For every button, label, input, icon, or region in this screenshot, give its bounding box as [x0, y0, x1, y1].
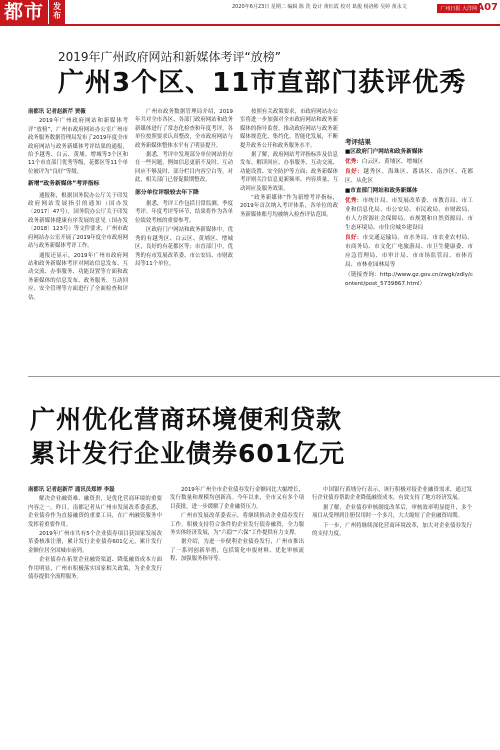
result-line: 优秀：市统计局、市发展改革委、市教育局、市工业和信息化局、市公安局、市民政局、市财政局、市人力资源社会保障局、市规划和自然资源局、市生态环境局、市住房城乡建设局: [345, 198, 473, 231]
article1-kicker: 2019年广州政府网站和新媒体考评“放榜”: [58, 50, 281, 64]
subheading: 部分单位评级较去年下降: [135, 189, 199, 196]
masthead-bar: [0, 0, 500, 24]
article-separator: [28, 376, 500, 377]
article2-byline: 南都讯 记者赵新芹 通讯员郑婷 李磊: [28, 487, 115, 493]
article2-column-2: [170, 486, 304, 736]
article1-column-3: [240, 108, 338, 372]
paragraph: 据了解，政府网站考评指标涉及信息发布、解读回应、办事服务、互动交流、功能设置、安全防护等方面；政务新媒体考评则关注信息更新频率、内容质量、互动回应及服务效果。: [240, 152, 338, 192]
article1-byline: 南都讯 记者赵新芹 贾薇: [28, 109, 86, 115]
article2-column-3: [312, 486, 472, 736]
sidebar-heading: ■市直部门网站和政务新媒体: [345, 188, 418, 194]
paragraph: 企业债券在拓宽企业融资渠道、降低融资成本方面作用明显，广州市积极落实国家相关政策，为企业发行债券提供全流程服务。: [28, 557, 162, 581]
subsection-name: 发布: [49, 0, 65, 24]
paragraph: 2019年广州政府网站和新媒体考评“放榜”，广州市政府网站办公室广州市政务服务数据管理局发布了2019年度全市政府网站与政务新媒体考评结果的通报，给予越秀、白云、黄埔、增城等3个区和11个市直部门优秀等级，花都区等11个单位被评为“良好”等级。: [28, 118, 128, 175]
result-line: 优秀：白云区、黄埔区、增城区: [345, 159, 424, 165]
paragraph: 通报称，根据国务院办公厅关于印发政府网站发展指引的通知（国办发〔2017〕47号），国务院办公厅关于印发政务新媒体健康有序发展的意见（国办发〔2018〕123号）等文件要求，广州市政府网站办公室开展了2019年度全市政府网站与政务新媒体考评工作。: [28, 192, 128, 250]
paragraph: 据介绍，为进一步便利企业债券发行，广州市推出了一系列创新举措，包括简化申报材料、优化审核流程、加强服务指导等。: [170, 539, 304, 563]
paragraph: 解决企业融资难、融资贵，是优化营商环境的重要内容之一。昨日，南都记者从广州市发展改革委获悉，企业债券作为直接融资的重要工具，在广州融资服务中发挥着重要作用。: [28, 496, 162, 528]
section-masthead: [0, 0, 65, 24]
article1-headline: 广州3个区、11市直部门获评优秀: [58, 68, 467, 98]
result-line: 良好：市交通运输局、市水务局、市农业农村局、市商务局、市文化广电旅游局、市卫生健康委、市应急管理局、市审计局、市市场监管局、市体育局、市林业园林局等: [345, 235, 473, 268]
article1-column-1: [28, 108, 128, 372]
results-sidebar: [345, 138, 473, 372]
header-rule: [0, 24, 500, 26]
paragraph: 广州市发展改革委表示，将继续推动企业债券发行工作，积极支持符合条件的企业发行债券融资，全力服务实体经济发展，为“六稳”“六保”工作提供有力支撑。: [170, 513, 304, 537]
paragraph: 中国银行黄埔分行表示，该行积极对接企业融资需求，通过发行企业债券帮助企业降低融资成本，有效支持了地方经济发展。: [312, 487, 472, 502]
paragraph: 下一步，广州将继续深化营商环境改革，加大对企业债券发行的支持力度。: [312, 522, 472, 538]
dateline: 2020年6月23日 星期二 编辑 陈 洗 设计 黄红霞 校对 葛俊 杨洛彬 吴婷 黄永文: [232, 4, 407, 10]
section-name: 都市: [0, 0, 48, 24]
subheading: 新增“政务新媒体”考评指标: [28, 181, 100, 188]
paper-badge: 广州日报 大洋网: [437, 4, 480, 13]
sidebar-title: 考评结果: [345, 138, 371, 146]
paragraph: 据了解，企业债券审核制度改革后，审核效率明显提升，多个项目从受理到注册仅用时一个多月，大大缩短了企业融资周期。: [312, 504, 472, 520]
paragraph: 通报还显示，2019年广州市政府网站和政务新媒体考评对网站信息发布、互动交流、办事服务、功能设置等方面和政务新媒体的信息发布、政务服务、互动回应、安全管理等方面进行了全面检查和评估。: [28, 252, 128, 301]
source-link[interactable]: （链接查询：http://www.gz.gov.cn/zwgk/zdly/content/post_5739867.html）: [345, 272, 473, 287]
paragraph: 据悉，考评中发现部分单位网站仍存在一些问题，例如信息更新不及时、互动回应不够及时、部分栏目内容空白等，对此，相关部门已督促限期整改。: [135, 152, 233, 184]
paragraph: 2019年广州市共有5个企业债券项目获国家发展改革委核准注册，累计发行企业债券601亿元，累计发行金额位居全国城市前列。: [28, 531, 162, 554]
article2-headline-line1: 广州优化营商环境便利贷款: [30, 405, 343, 434]
paragraph: 区政府门户网站和政务新媒体中，优秀的有越秀区、白云区、黄埔区、增城区，良好的有花都区等；市直部门中，优秀的有市发展改革委、市公安局、市财政局等11个单位。: [135, 227, 233, 267]
article1-column-2: [135, 108, 233, 372]
paragraph: 2019年广州全市企业债券发行金额同比大幅增长，发行数量和规模均创新高。今年以来，全市又有多个项目获批，进一步缓解了企业融资压力。: [170, 487, 304, 510]
article2-headline-line2: 累计发行企业债券601亿元: [30, 439, 346, 468]
article2-column-1: [28, 486, 162, 736]
paragraph: “政务新媒体”作为新增考评指标，2019年首次纳入考评体系，各单位的政务新媒体账号均被纳入检查评估范围。: [240, 195, 338, 218]
paragraph: 广州市政务数据管理局介绍，2019年共对全市各区、各部门政府网站和政务新媒体进行了常态化检查和年度考评，各单位按照要求认真整改，全市政府网站与政务新媒体整体水平有了明显提升。: [135, 109, 233, 149]
page-number: A07: [476, 2, 498, 13]
sidebar-heading: ■区政府门户网站和政务新媒体: [345, 149, 424, 155]
paragraph: 按照有关政策要求，市政府网站办公室将进一步加强对全市政府网站和政务新媒体的指导监督，推动政府网站与政务新媒体规范化、集约化、智能化发展，不断提升政务公开和政务服务水平。: [240, 109, 338, 149]
paragraph: 据悉，考评工作包括日常监测、季度考评、年度考评等环节，结果将作为各单位绩效考核的重要参考。: [135, 201, 233, 224]
result-line: 良好：越秀区、海珠区、番禺区、南沙区、花都区、从化区: [345, 169, 473, 184]
